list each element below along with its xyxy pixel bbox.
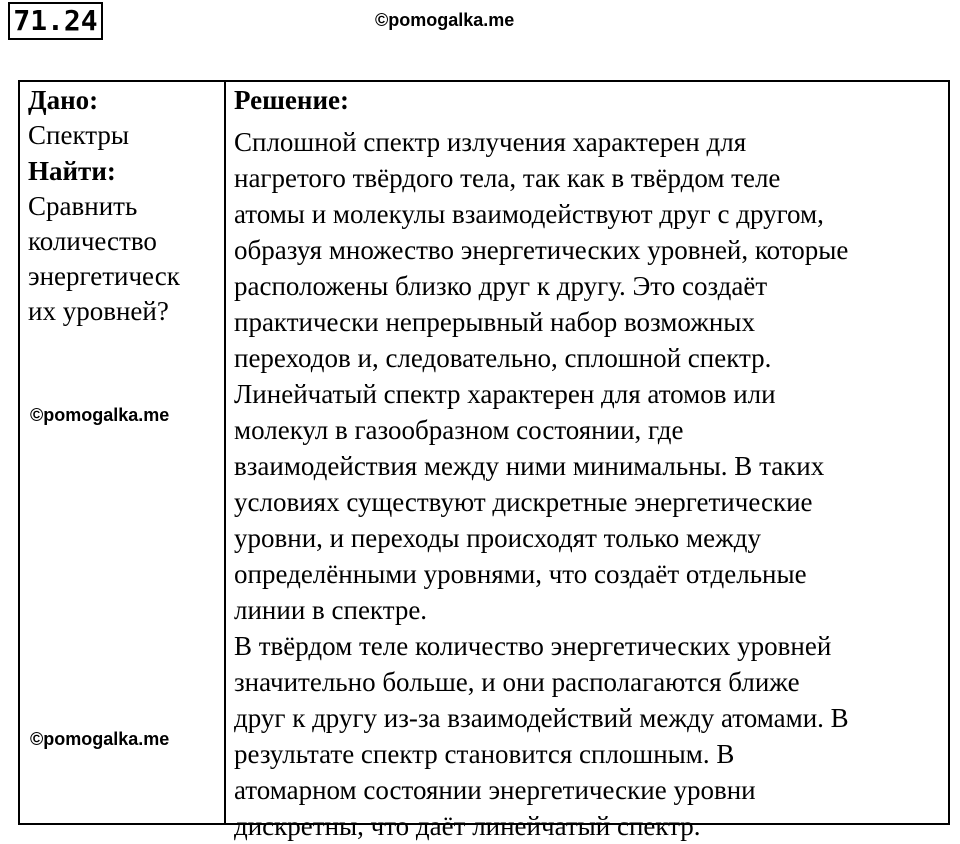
solution-line: дискретны, что даёт линейчатый спектр. — [234, 811, 701, 841]
solution-line: атомы и молекулы взаимодействуют друг с другом, — [234, 199, 824, 229]
given-value: Спектры — [28, 120, 129, 150]
find-line: количество — [28, 226, 157, 256]
solution-line: переходов и, следовательно, сплошной спектр. — [234, 343, 772, 373]
watermark-left-1: ©pomogalka.me — [30, 405, 170, 425]
solution-line: Сплошной спектр излучения характерен для — [234, 127, 747, 157]
solution-line: образуя множество энергетических уровней, которые — [234, 235, 849, 265]
solution-line: молекул в газообразном состоянии, где — [234, 415, 684, 445]
given-label: Дано: — [28, 85, 99, 115]
solution-line: друг к другу из-за взаимодействий между атомами. В — [234, 703, 849, 733]
solution-line: нагретого твёрдого тела, так как в твёрдом теле — [234, 163, 781, 193]
solution-line: взаимодействия между ними минимальны. В таких — [234, 451, 825, 481]
watermark-left-2: ©pomogalka.me — [30, 729, 170, 749]
solution-line: значительно больше, и они располагаются ближе — [234, 667, 800, 697]
solution-line: Линейчатый спектр характерен для атомов или — [234, 379, 776, 409]
watermark-top: ©pomogalka.me — [375, 10, 515, 30]
solution-line: определёнными уровнями, что создаёт отдельные — [234, 559, 807, 589]
solution-line: расположены близко друг к другу. Это создаёт — [234, 271, 768, 301]
solution-column — [234, 82, 946, 844]
solution-line: уровни, и переходы происходят только между — [234, 523, 761, 553]
column-divider — [224, 80, 226, 825]
given-column — [28, 82, 218, 329]
find-line: их уровней? — [28, 296, 169, 326]
solution-line: условиях существуют дискретные энергетические — [234, 487, 813, 517]
solution-line: линии в спектре. — [234, 595, 428, 625]
problem-number: 71.24 — [8, 2, 103, 40]
solution-line: атомарном состоянии энергетические уровни — [234, 775, 756, 805]
solution-label: Решение: — [234, 85, 349, 115]
find-line: энергетическ — [28, 261, 180, 291]
find-label: Найти: — [28, 156, 116, 186]
solution-line: результате спектр становится сплошным. В — [234, 739, 735, 769]
solution-line: практически непрерывный набор возможных — [234, 307, 755, 337]
solution-line: В твёрдом теле количество энергетических уровней — [234, 631, 832, 661]
find-line: Сравнить — [28, 191, 138, 221]
